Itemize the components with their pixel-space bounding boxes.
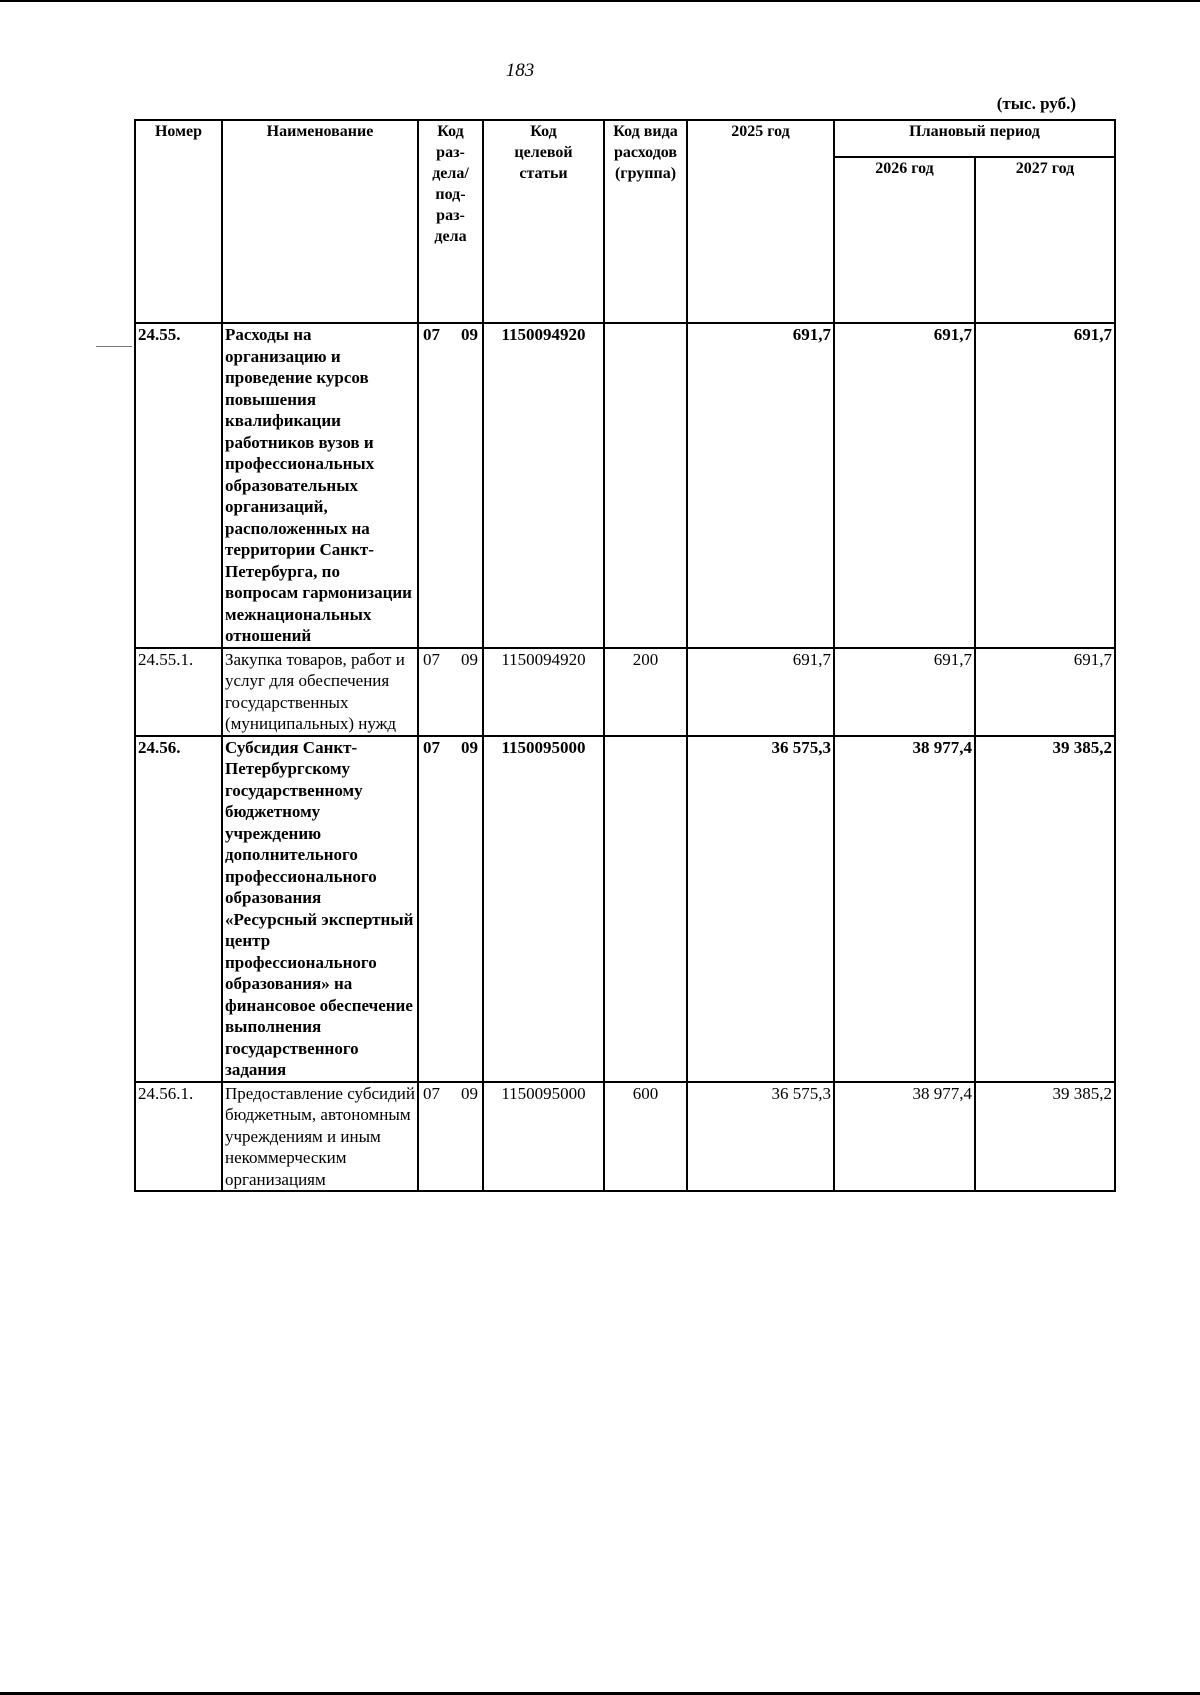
- row-target-code: 1150095000: [483, 1082, 604, 1192]
- row-section: 07: [423, 325, 440, 344]
- header-section-code-text: Код раз-дела/ под-раз-дела: [432, 123, 469, 245]
- row-target-code: 1150094920: [483, 323, 604, 648]
- row-number: 24.55.1.: [135, 648, 222, 736]
- row-number: 24.56.: [135, 736, 222, 1082]
- row-value-2025: 691,7: [687, 323, 834, 648]
- row-section-code: [418, 1082, 483, 1192]
- row-value-2027: 691,7: [975, 648, 1115, 736]
- table-body: [135, 323, 1115, 1191]
- row-section-code: [418, 323, 483, 648]
- units-label: (тыс. руб.): [996, 94, 1076, 113]
- row-expense-type: 600: [604, 1082, 687, 1192]
- row-value-2026: 38 977,4: [834, 736, 975, 1082]
- row-value-2027: 39 385,2: [975, 736, 1115, 1082]
- header-planning-period: Плановый период: [834, 120, 1115, 157]
- scan-edge-top: [0, 0, 1200, 2]
- header-section-code: [418, 120, 483, 323]
- header-expense-type-text: Код вида расходов (группа): [613, 123, 678, 182]
- row-value-2025: 36 575,3: [687, 736, 834, 1082]
- header-target-code: [483, 120, 604, 323]
- row-value-2026: 691,7: [834, 323, 975, 648]
- row-number: 24.55.: [135, 323, 222, 648]
- row-expense-type: 200: [604, 648, 687, 736]
- header-target-code-text: Код целевой статьи: [514, 123, 573, 182]
- row-target-code: 1150094920: [483, 648, 604, 736]
- row-subsection: 09: [461, 649, 478, 669]
- row-value-2027: 39 385,2: [975, 1082, 1115, 1192]
- header-name: Наименование: [222, 120, 418, 323]
- row-value-2025: 691,7: [687, 648, 834, 736]
- row-section: 07: [423, 1083, 440, 1103]
- row-section-code: [418, 648, 483, 736]
- row-value-2026: 691,7: [834, 648, 975, 736]
- header-number: Номер: [135, 120, 222, 323]
- row-subsection: 09: [461, 325, 478, 344]
- row-value-2026: 38 977,4: [834, 1082, 975, 1192]
- header-year-2025: 2025 год: [687, 120, 834, 323]
- table-row: [135, 323, 1115, 648]
- table-row: [135, 1082, 1115, 1192]
- row-expense-type: [604, 323, 687, 648]
- row-name: Предоставление субсидий бюджетным, автономным учреждениям и иным некоммерческим организациям: [222, 1082, 418, 1192]
- row-section: 07: [423, 649, 440, 669]
- table-row: [135, 648, 1115, 736]
- row-name: Расходы на организацию и проведение курсов повышения квалификации работников вузов и профессиональных образовательных организаций, расположенных на территории Санкт-Петербурга, по вопросам гармонизации межнациональных отношений: [222, 323, 418, 648]
- row-value-2025: 36 575,3: [687, 1082, 834, 1192]
- row-name: Субсидия Санкт-Петербургскому государственному бюджетному учреждению дополнительного профессионального образования «Ресурсный экспертный центр профессионального образования» на финансовое обеспечение выполнения государственного задания: [222, 736, 418, 1082]
- row-value-2027: 691,7: [975, 323, 1115, 648]
- header-expense-type: [604, 120, 687, 323]
- row-section: 07: [423, 737, 440, 757]
- table-row: [135, 736, 1115, 1082]
- row-number: 24.56.1.: [135, 1082, 222, 1192]
- row-section-code: [418, 736, 483, 1082]
- row-name: Закупка товаров, работ и услуг для обеспечения государственных (муниципальных) нужд: [222, 648, 418, 736]
- header-year-2027: 2027 год: [975, 157, 1115, 323]
- row-subsection: 09: [461, 737, 478, 757]
- row-target-code: 1150095000: [483, 736, 604, 1082]
- row-subsection: 09: [461, 1083, 478, 1103]
- row-expense-type: [604, 736, 687, 1082]
- page-number: 183: [505, 60, 535, 81]
- header-year-2026: 2026 год: [834, 157, 975, 323]
- table-header: [135, 120, 1115, 323]
- scan-mark: [96, 346, 132, 347]
- budget-table: [134, 119, 1116, 1192]
